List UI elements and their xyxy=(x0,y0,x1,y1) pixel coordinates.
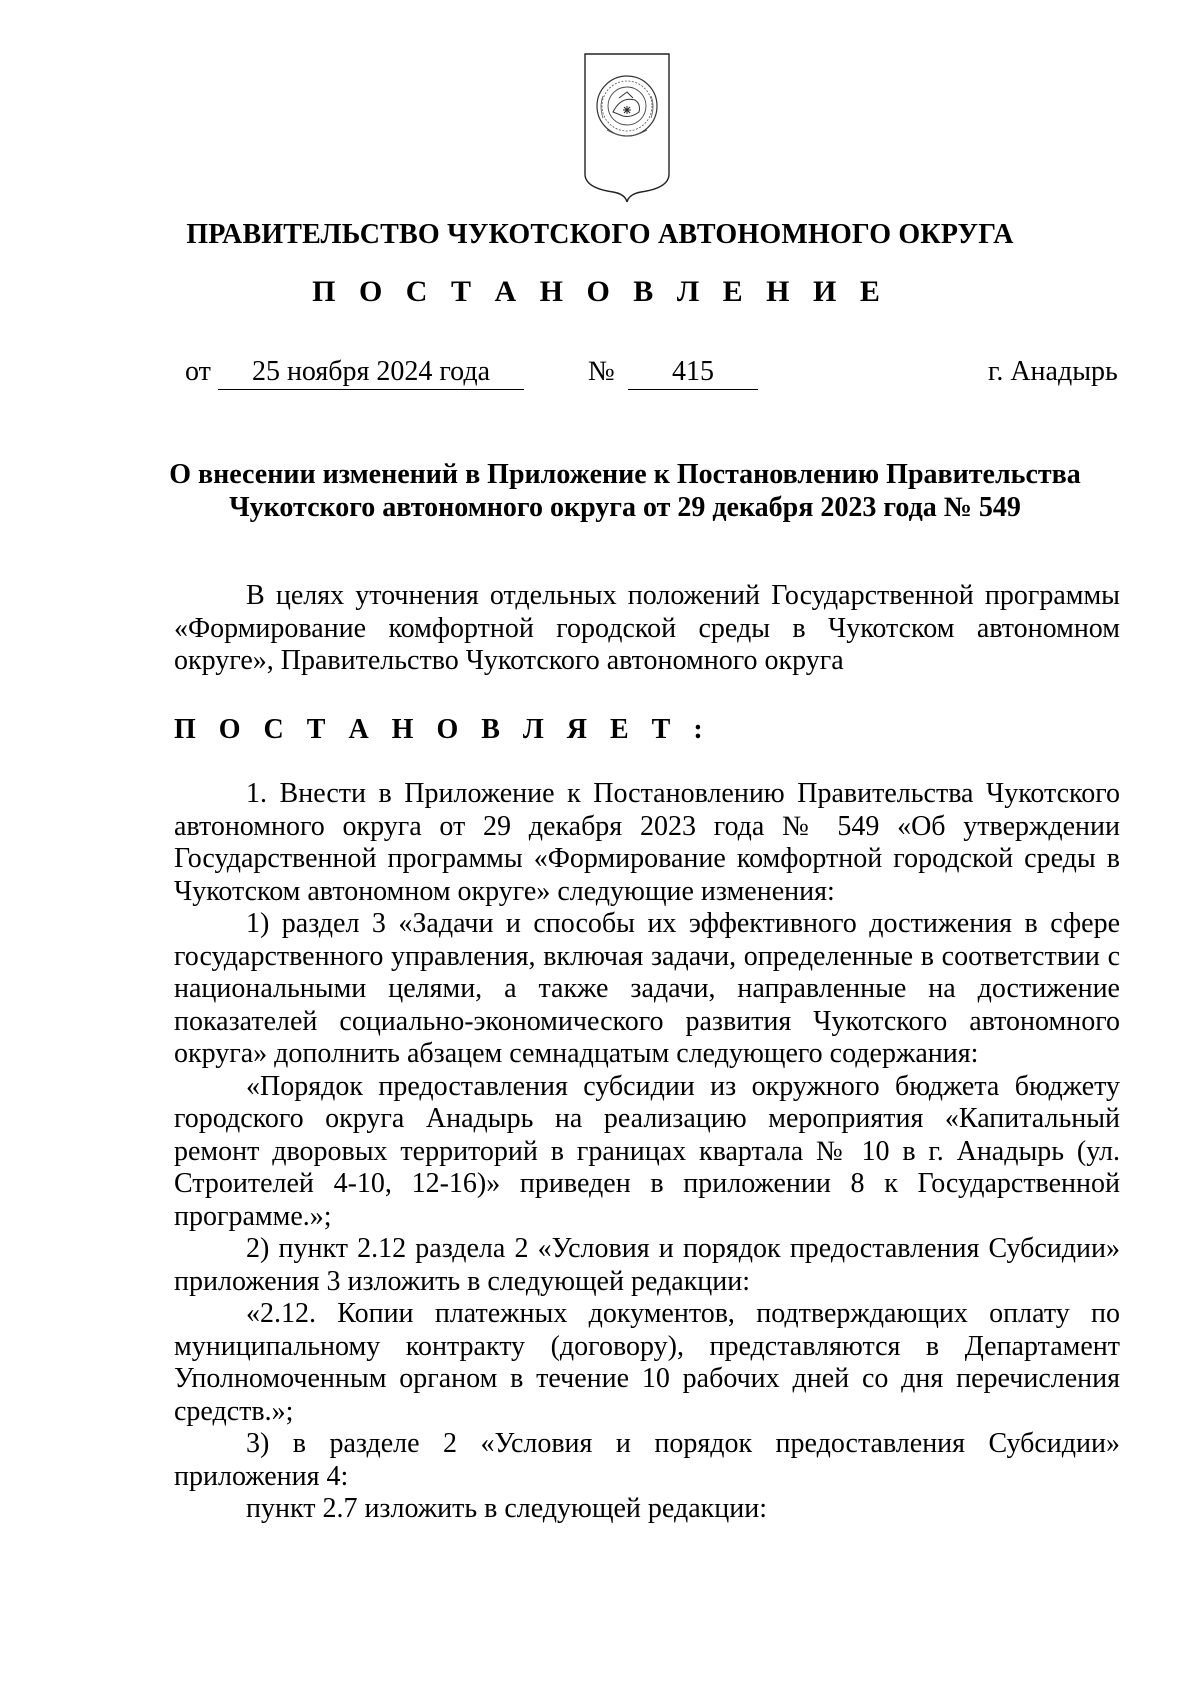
preamble-block xyxy=(174,580,1120,678)
organization-name: ПРАВИТЕЛЬСТВО ЧУКОТСКОГО АВТОНОМНОГО ОКРУГА xyxy=(186,219,1014,250)
resolves-heading: П О С Т А Н О В Л Я Е Т : xyxy=(174,714,711,745)
main-text-block xyxy=(174,778,1120,1526)
date-prefix: от xyxy=(185,356,211,387)
city-name: г. Анадырь xyxy=(988,356,1118,387)
paragraph-4: 2) пункт 2.12 раздела 2 «Условия и порядок предоставления Субсидии» приложения 3 изложить в следующей редакции: xyxy=(174,1233,1120,1297)
document-number: 415 xyxy=(628,355,758,390)
document-title: О внесении изменений в Приложение к Постановлению Правительства Чукотского автономного округа от 29 декабря 2023 года № 549 xyxy=(169,459,1081,523)
document-type: П О С Т А Н О В Л Е Н И Е xyxy=(312,275,888,308)
paragraph-3: «Порядок предоставления субсидии из окружного бюджета бюджету городского округа Анадырь на реализацию мероприятия «Капитальный ремонт дворовых территорий в границах квартала № 10 в г. Анадырь (ул. Строителей 4-10, 12-16)» приведен в приложении 8 к Государственной программе.»; xyxy=(174,1070,1120,1232)
document-date: 25 ноября 2024 года xyxy=(218,355,524,390)
preamble-text: В целях уточнения отдельных положений Государственной программы «Формирование комфортной городской среды в Чукотском автономном округе», Правительство Чукотского автономного округа xyxy=(174,580,1120,676)
paragraph-2: 1) раздел 3 «Задачи и способы их эффективного достижения в сфере государственного управления, включая задачи, определенные в соответствии с национальными целями, а также задачи, направленные на достижение показателей социально-экономического развития Чукотского автономного округа» дополнить абзацем семнадцатым следующего содержания: xyxy=(174,908,1120,1069)
coat-of-arms-emblem xyxy=(583,52,671,204)
paragraph-7: пункт 2.7 изложить в следующей редакции: xyxy=(246,1493,767,1524)
paragraph-6: 3) в разделе 2 «Условия и порядок предоставления Субсидии» приложения 4: xyxy=(174,1428,1120,1492)
paragraph-1: 1. Внести в Приложение к Постановлению Правительства Чукотского автономного округа от 29 декабря 2023 года № 549 «Об утверждении Государственной программы «Формирование комфортной городской среды в Чукотском автономном округе» следующие изменения: xyxy=(174,778,1120,907)
number-label: № xyxy=(588,356,615,387)
paragraph-5: «2.12. Копии платежных документов, подтверждающих оплату по муниципальному контракту (договору), представляются в Департамент Уполномоченным органом в течение 10 рабочих дней со дня перечисления средств.»; xyxy=(174,1298,1120,1427)
